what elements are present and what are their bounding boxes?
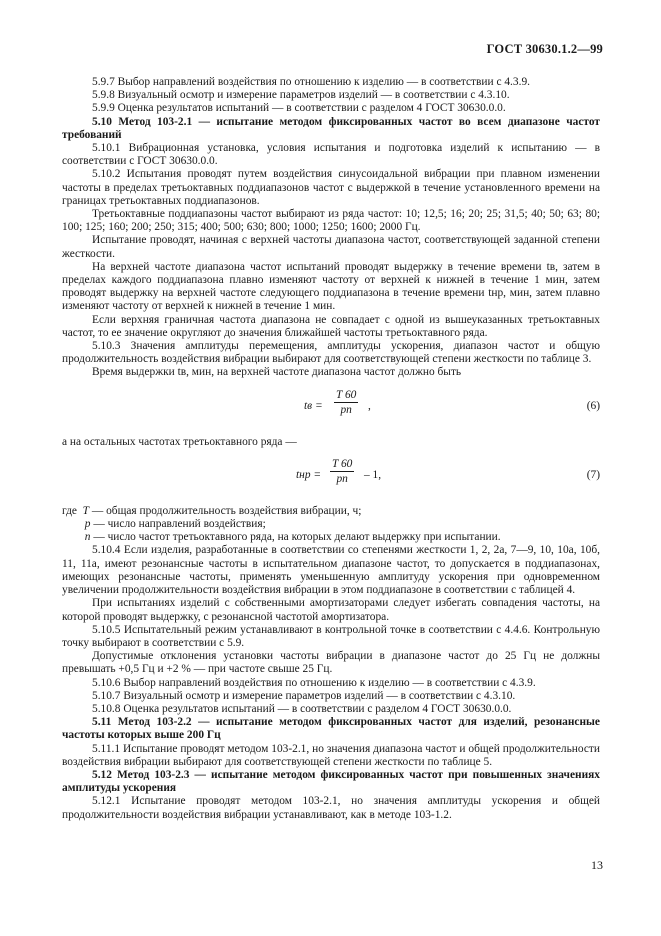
paragraph: При испытаниях изделий с собственными амортизаторами следует избегать совпадения частоты, на которой проводят выдержку, с резонансной частотой амортизатора. [62,597,600,623]
formula-tail: , [368,399,371,412]
formula-lhs: tв = [304,399,323,412]
paragraph: 5.11.1 Испытание проводят методом 103-2.1, но значения диапазона частот и общей продолжительности воздействия вибрации выбирают для соответствующей степени жесткости по таблице 5. [62,742,600,768]
formula-fraction [330,457,354,486]
section-heading-5-12: 5.12 Метод 103-2.3 — испытание методом фиксированных частот при повышенных значениях амплитуды ускорения [62,768,600,795]
paragraph: 5.10.1 Вибрационная установка, условия испытания и подготовка изделий к испытанию — в соответствии с ГОСТ 30630.0.0. [62,142,600,168]
formula-lhs: tнр = [296,468,322,481]
paragraph: 5.10.8 Оценка результатов испытаний — в соответствии с разделом 4 ГОСТ 30630.0.0. [92,702,512,715]
paragraph: 5.9.8 Визуальный осмотр и измерение параметров изделий — в соответствии с 4.3.10. [92,89,510,102]
paragraph: Время выдержки tв, мин, на верхней частоте диапазона частот должно быть [92,366,462,379]
page-body [62,76,600,822]
paragraph: На верхней частоте диапазона частот испытаний проводят выдержку в течение времени tв, затем в пределах каждого поддиапазона плавно изменяют частоту от верхней к нижней в течение 1 мин, затем проводят выдержку на верхней частоте следующего поддиапазона в течение времени tнр, мин, затем плавно изменяют частоту от верхней к нижней в течение 1 мин. [62,260,600,313]
paragraph: 5.9.9 Оценка результатов испытаний — в соответствии с разделом 4 ГОСТ 30630.0.0. [92,102,506,115]
legend-row: где T — общая продолжительность воздействия вибрации, ч; [62,504,362,517]
paragraph: 5.12.1 Испытание проводят методом 103-2.1, но значения амплитуды ускорения и общей продолжительности воздействия вибрации устанавливают, как в методе 103-1.2. [62,795,600,821]
paragraph: 5.10.5 Испытательный режим устанавливают в контрольной точке в соответствии с 4.4.6. Контрольную точку выбирают в соответствии с 5.9. [62,623,600,649]
paragraph: Третьоктавные поддиапазоны частот выбирают из ряда частот: 10; 12,5; 16; 20; 25; 31,5; 40; 50; 63; 80; 100; 125; 160; 200; 250; 315; 400; 500; 630; 800; 1000; 1250; 1600; 2000 Гц. [62,208,600,234]
equation-number: (6) [586,399,600,412]
paragraph: 5.10.7 Визуальный осмотр и измерение параметров изделий — в соответствии с 4.3.10. [92,689,516,702]
legend-row: n — число частот третьоктавного ряда, на которых делают выдержку при испытании. [84,531,501,544]
paragraph: а на остальных частотах третьоктавного ряда — [62,435,297,448]
formula-numerator: T 60 [336,388,357,401]
paragraph: 5.9.7 Выбор направлений воздействия по отношению к изделию — в соответствии с 4.3.9. [92,76,530,88]
formula-6 [62,386,600,430]
legend-row: p — число направлений воздействия; [84,518,266,531]
paragraph: 5.10.3 Значения амплитуды перемещения, амплитуды ускорения, диапазон частот и общую продолжительность воздействия вибрации выбирают для соответствующей степени жесткости по таблице 3. [62,340,600,366]
paragraph: 5.10.6 Выбор направлений воздействия по отношению к изделию — в соответствии с 4.3.9. [92,676,536,689]
section-heading-5-10: 5.10 Метод 103-2.1 — испытание методом фиксированных частот во всем диапазоне частот требований [62,115,600,141]
page-number: 13 [591,858,603,872]
paragraph: 5.10.4 Если изделия, разработанные в соответствии со степенями жесткости 1, 2, 2а, 7—9, 10, 10а, 10б, 11, 11а, имеют резонансные частоты в испытательном диапазоне частот, то допускается в поддиапазонах, имеющих резонансные частоты, применять уменьшенную амплитуду ускорения при одновременном увеличении продолжительности воздействия вибрации в этом поддиапазоне в соответствии с таблицей 4. [62,544,600,597]
paragraph: Допустимые отклонения установки частоты вибрации в диапазоне частот до 25 Гц не должны превышать +0,5 Гц и +2 % — при частоте свыше 25 Гц. [62,650,600,676]
page-header: ГОСТ 30630.1.2—99 [486,42,603,56]
formula-numerator: T 60 [332,457,353,470]
paragraph: Испытание проводят, начиная с верхней частоты диапазона частот, соответствующей заданной степени жесткости. [62,234,600,260]
formula-7 [62,455,600,499]
formula-denominator: pn [340,403,352,416]
formula-tail: – 1, [364,468,382,481]
equation-number: (7) [586,468,600,481]
paragraph: 5.10.2 Испытания проводят путем воздействия синусоидальной вибрации при плавном изменении частоты в пределах третьоктавных поддиапазонов частот с выдержкой в течение установленного времени на границах третьоктавных поддиапазонов. [62,168,600,207]
formula-legend [62,505,600,545]
paragraph: Если верхняя граничная частота диапазона не совпадает с одной из вышеуказанных третьоктавных частот, то ее значение округляют до значения ближайшей частоты третьоктавного ряда. [62,313,600,339]
formula-fraction [334,388,358,417]
formula-denominator: pn [336,472,348,485]
section-heading-5-11: 5.11 Метод 103-2.2 — испытание методом фиксированных частот для изделий, резонансные частоты которых выше 200 Гц [62,716,600,742]
